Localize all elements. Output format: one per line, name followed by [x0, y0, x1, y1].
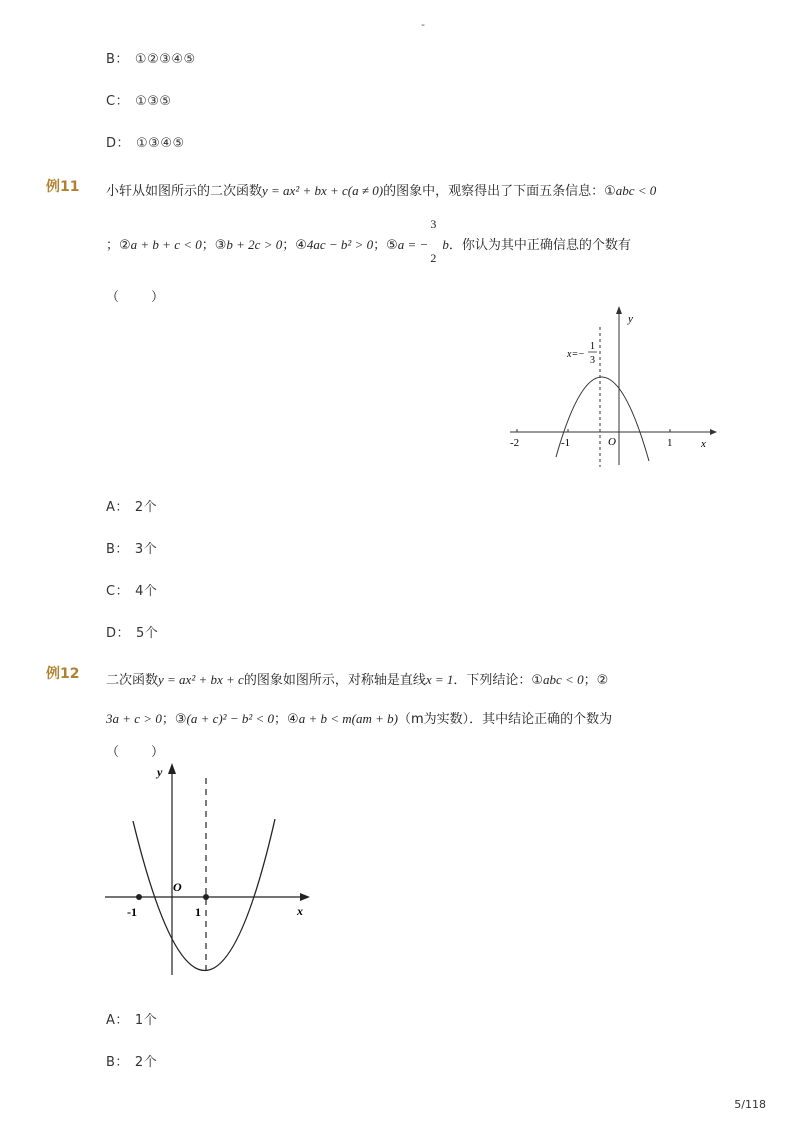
option-key: D： — [106, 626, 131, 641]
q12-text: ；② — [583, 673, 609, 688]
q11-text: 小轩从如图所示的二次函数 — [106, 184, 263, 199]
tick-label-m2: -2 — [510, 437, 520, 449]
q12-text: ；④ — [274, 712, 299, 727]
page-number: 5/118 — [734, 1098, 766, 1111]
q11-cond-5: a = − — [397, 237, 429, 252]
q11-cond-2: a + b + c < 0 — [130, 237, 202, 252]
q11-line-1 — [106, 180, 656, 199]
q12-text: （m为实数）．其中结论正确的个数为 — [397, 712, 613, 727]
y-axis-arrow — [616, 306, 622, 314]
y-axis-label: y — [157, 765, 163, 779]
option-key: A： — [106, 1013, 129, 1028]
q12-option-b[interactable] — [106, 1051, 157, 1070]
tick-label-m1: -1 — [561, 437, 571, 449]
option-key: D： — [106, 136, 131, 151]
tick-label-1: 1 — [195, 905, 201, 919]
q11-fraction — [428, 217, 442, 265]
x-axis-arrow — [710, 429, 717, 435]
option-text: 2个 — [134, 500, 158, 515]
option-text: 2个 — [134, 1055, 158, 1070]
q12-text: 二次函数 — [106, 673, 159, 688]
root-point — [136, 894, 142, 900]
q11-text: ；② — [106, 238, 131, 253]
q11-option-d[interactable] — [106, 622, 158, 641]
q11-text: ；④ — [282, 238, 307, 253]
option-text: 3个 — [134, 542, 158, 557]
q11-text: ；⑤ — [373, 238, 398, 253]
q12-line-2 — [106, 708, 612, 727]
q12-cond-4: a + b < m(am + b) — [298, 711, 398, 726]
option-key: B： — [106, 1055, 129, 1070]
option-text: ①③④⑤ — [136, 136, 185, 151]
x-axis-arrow — [300, 893, 310, 901]
axis-note-x: x=− — [567, 349, 585, 360]
q11-answer-blank: （ ） — [106, 290, 167, 305]
q12-cond-2: 3a + c > 0 — [106, 711, 162, 726]
q12-text: ；③ — [161, 712, 187, 727]
option-key: C： — [106, 94, 130, 109]
q11-text: ．你认为其中正确信息的个数有 — [448, 238, 631, 253]
option-key: B： — [106, 52, 129, 67]
x-axis-label: x — [297, 904, 303, 918]
q11-parabola-graph — [505, 305, 720, 470]
q11-option-a[interactable] — [106, 496, 157, 515]
option-text: 1个 — [134, 1013, 158, 1028]
origin-label: O — [608, 436, 616, 448]
option-text: ①②③④⑤ — [134, 52, 196, 67]
option-text: ①③⑤ — [135, 94, 172, 109]
tick-label-1: 1 — [667, 437, 673, 449]
prev-option-c[interactable] — [106, 90, 172, 109]
q11-formula: y = ax² + bx + c(a ≠ 0) — [262, 183, 384, 198]
q11-cond-5-tail: b — [442, 237, 449, 252]
q12-text: ．下列结论：① — [453, 673, 544, 688]
x-axis-label: x — [701, 438, 706, 450]
q11-option-c[interactable] — [106, 580, 157, 599]
q11-cond-3: b + 2c > 0 — [226, 237, 283, 252]
axis-note-num: 1 — [590, 341, 595, 352]
frac-denominator: 2 — [430, 251, 437, 265]
q12-label: 例12 — [46, 666, 80, 682]
frac-numerator: 3 — [430, 217, 437, 231]
option-key: B： — [106, 542, 129, 557]
y-axis-arrow — [168, 763, 176, 774]
q12-formula: y = ax² + bx + c — [158, 672, 244, 687]
option-key: C： — [106, 584, 130, 599]
option-key: A： — [106, 500, 129, 515]
q12-text: 的图象如图所示，对称轴是直线 — [243, 673, 426, 688]
q11-cond-1: abc < 0 — [615, 183, 657, 198]
q12-option-a[interactable] — [106, 1009, 157, 1028]
axis-note-den: 3 — [590, 355, 595, 366]
q11-cond-4: 4ac − b² > 0 — [306, 237, 374, 252]
header-mark: - — [421, 18, 425, 31]
q11-option-b[interactable] — [106, 538, 157, 557]
q12-answer-blank: （ ） — [106, 745, 167, 760]
origin-label: O — [173, 880, 182, 894]
q12-parabola-graph — [100, 760, 320, 980]
q12-line-1 — [106, 669, 608, 688]
q11-text: 的图象中，观察得出了下面五条信息：① — [383, 184, 616, 199]
q12-axis-eq: x = 1 — [425, 672, 454, 687]
prev-option-b[interactable] — [106, 48, 196, 67]
parabola-curve — [133, 819, 275, 971]
q11-text: ；③ — [201, 238, 227, 253]
option-text: 5个 — [136, 626, 159, 641]
q11-line-2 — [106, 217, 631, 265]
option-text: 4个 — [135, 584, 158, 599]
q12-cond-1: abc < 0 — [543, 672, 584, 687]
y-axis-label: y — [628, 313, 633, 325]
prev-option-d[interactable] — [106, 132, 185, 151]
tick-label-m1: -1 — [127, 905, 137, 919]
q11-label: 例11 — [46, 179, 80, 195]
q12-cond-3: (a + c)² − b² < 0 — [186, 711, 275, 726]
axis-point — [203, 894, 209, 900]
